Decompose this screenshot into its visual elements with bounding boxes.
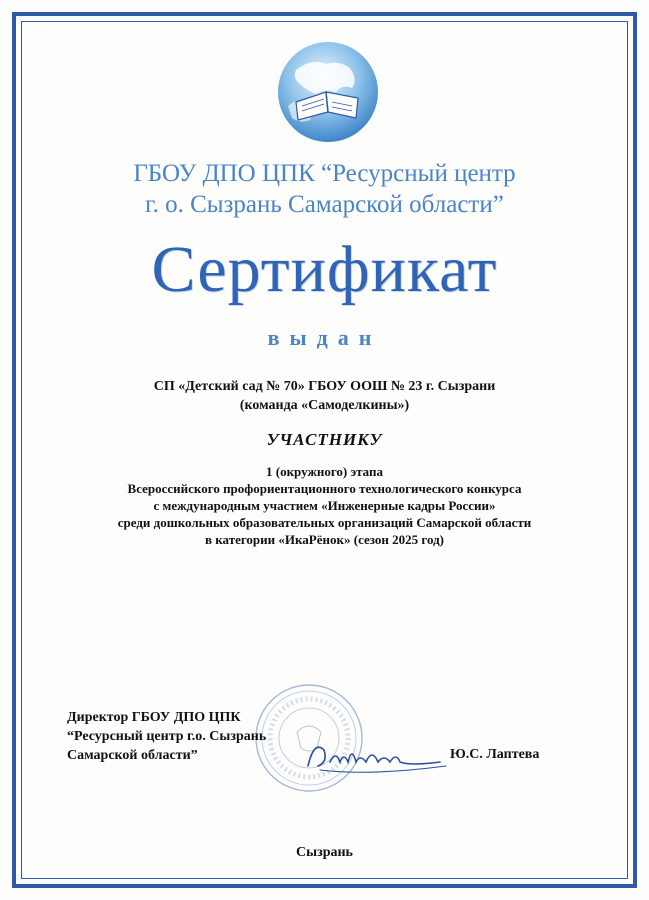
signatory-line2: “Ресурсный центр г.о. Сызрань <box>67 729 267 744</box>
globe-book-logo-icon <box>266 40 390 145</box>
organization-name-line2: г. о. Сызрань Самарской области” <box>145 191 504 218</box>
description-block <box>0 463 649 548</box>
signatory-title-block <box>67 708 266 765</box>
description-line5: в категории «ИкаРёнок» (сезон 2025 год) <box>204 532 445 547</box>
signatory-line1: Директор ГБОУ ДПО ЦПК <box>67 710 241 725</box>
description-line2: Всероссийского профориентационного технологического конкурса <box>127 481 522 496</box>
participant-role: УЧАСТНИКУ <box>266 430 383 449</box>
recipient-line2: (команда «Самоделкины») <box>239 398 410 413</box>
issued-label: выдан <box>267 325 382 350</box>
signatory-line3: Самарской области” <box>67 748 198 763</box>
recipient-line1: СП «Детский сад № 70» ГБОУ ООШ № 23 г. Сызрани <box>153 379 496 394</box>
description-line4: среди дошкольных образовательных организаций Самарской области <box>117 515 532 530</box>
city-name: Сызрань <box>296 845 353 860</box>
signatory-name: Ю.С. Лаптева <box>450 747 540 762</box>
description-line1: 1 (окружного) этапа <box>265 464 383 479</box>
organization-name-line1: ГБОУ ДПО ЦПК “Ресурсный центр <box>133 160 516 187</box>
handwritten-signature <box>300 732 450 780</box>
description-line3: с международным участием «Инженерные кадры России» <box>153 498 496 513</box>
certificate-title: Сертификат <box>151 233 498 306</box>
